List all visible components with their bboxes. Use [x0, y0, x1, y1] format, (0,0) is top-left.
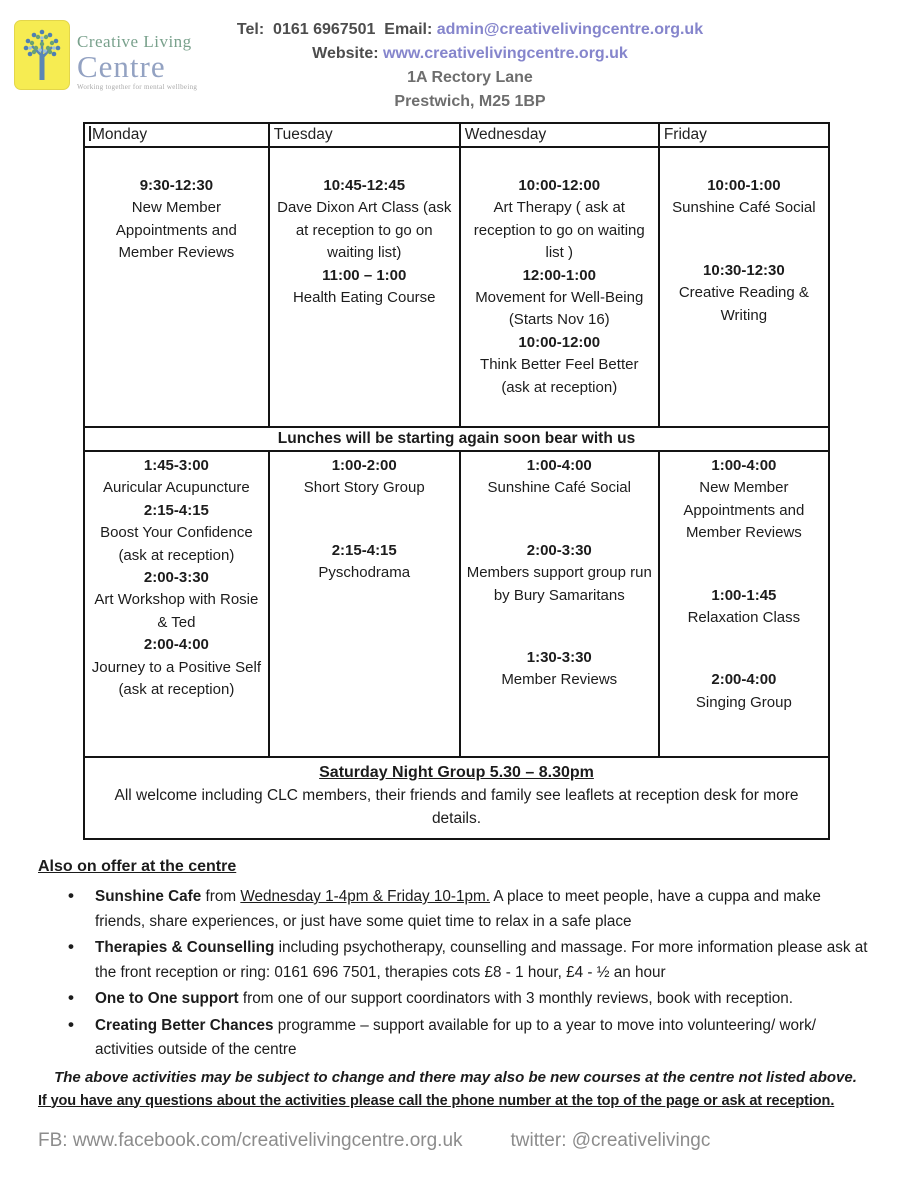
logo-line1: Creative Living	[77, 32, 192, 51]
weekly-schedule-table	[83, 122, 830, 840]
saturday-text: All welcome including CLC members, their friends and family see leaflets at reception desk for more details.	[114, 787, 799, 827]
offer-item	[38, 936, 873, 985]
text-segment: including psychotherapy, counselling and massage. For more information please ask at the front reception or ring: 0161 696 7501, therapies cots £8 - 1 hour, £4 - ½ an hour	[95, 939, 868, 981]
tel-number: 0161 6967501	[273, 21, 376, 38]
activity-time: 1:30-3:30	[526, 649, 592, 667]
saturday-title: Saturday Night Group 5.30 – 8.30pm	[319, 764, 594, 781]
text-segment: A place to meet people, have a cuppa and make friends, share experiences, or just have some quiet time to relax in a safe place	[95, 888, 821, 930]
offer-text	[95, 888, 821, 930]
offer-item	[38, 987, 873, 1012]
activity-time: 10:00-12:00	[518, 333, 601, 351]
activity-name: Auricular Acupuncture	[103, 479, 250, 497]
text-segment: Sunshine Cafe	[95, 888, 202, 905]
contact-line-tel-email	[190, 18, 750, 42]
website-label: Website:	[312, 45, 379, 62]
activity	[665, 175, 823, 220]
schedule-cell-friday	[658, 148, 828, 428]
schedule-cell-tuesday	[268, 148, 459, 428]
activity	[665, 455, 823, 545]
contact-block	[190, 18, 750, 114]
activity-time: 1:00-4:00	[526, 457, 592, 474]
activity-name: Short Story Group	[303, 479, 425, 497]
activity	[275, 455, 454, 500]
activity-time: 2:00-4:00	[711, 671, 777, 689]
activity-name: Journey to a Positive Self (ask at reception)	[91, 658, 262, 699]
day-header-wednesday	[459, 124, 658, 148]
offers-list	[38, 885, 873, 1063]
activity	[275, 265, 454, 310]
activity-time: 1:45-3:00	[143, 457, 209, 474]
activity-name: Sunshine Café Social	[487, 479, 631, 497]
schedule-afternoon-row	[85, 452, 828, 758]
activity-name: Art Workshop with Rosie & Ted	[94, 591, 259, 631]
text-segment: from	[201, 888, 241, 905]
activity-time: 1:00-4:00	[711, 457, 777, 474]
text-segment: programme – support available for up to a year to move into volunteering/ work/ activities outside of the centre	[95, 1016, 816, 1058]
schedule-cell-monday	[85, 452, 268, 758]
activity	[275, 175, 454, 265]
activity-time: 2:00-3:30	[526, 541, 592, 559]
activity-time: 10:00-12:00	[518, 177, 601, 194]
offer-item	[38, 1014, 873, 1063]
activity	[275, 540, 454, 585]
activity-name: Dave Dixon Art Class (ask at reception to go on waiting list)	[277, 199, 452, 262]
activity-time: 2:15-4:15	[331, 541, 397, 559]
bullet-icon: •	[68, 886, 74, 905]
email-link[interactable]: admin@creativelivingcentre.org.uk	[436, 21, 704, 38]
text-segment: Wednesday 1-4pm & Friday 10-1pm.	[240, 888, 491, 905]
clc-logo	[14, 20, 197, 91]
day-header-friday	[658, 124, 828, 148]
activity	[665, 669, 823, 714]
lunch-note-row: Lunches will be starting again soon bear with us	[85, 428, 828, 452]
activity-name: New Member Appointments and Member Reviews	[683, 479, 805, 542]
logo-tagline: Working together for mental wellbeing	[77, 83, 198, 92]
day-label: Monday	[92, 126, 148, 143]
tree-icon	[20, 24, 64, 86]
saturday-row	[85, 758, 828, 838]
schedule-morning-row	[85, 148, 828, 428]
offer-text	[95, 1017, 816, 1059]
activity-name: Pyschodrama	[318, 564, 411, 582]
activity-time: 10:45-12:45	[323, 177, 406, 194]
activity-name: Creative Reading & Writing	[678, 284, 809, 324]
activity	[466, 540, 653, 607]
text-cursor	[89, 126, 91, 141]
activity	[90, 634, 263, 701]
activity	[665, 260, 823, 327]
day-label: Wednesday	[464, 126, 547, 143]
schedule-cell-wednesday	[459, 452, 658, 758]
bullet-icon: •	[68, 988, 74, 1007]
activity-name: Relaxation Class	[687, 609, 801, 627]
logo-tree-badge	[14, 20, 70, 90]
cell-spacer	[665, 629, 823, 669]
cell-spacer	[275, 500, 454, 540]
activity-name: Art Therapy ( ask at reception to go on waiting list )	[473, 199, 645, 262]
activity	[665, 585, 823, 630]
schedule-cell-friday	[658, 452, 828, 758]
activity-name: Members support group run by Bury Samaritans	[466, 564, 652, 604]
cell-spacer	[466, 500, 653, 540]
activity-time: 10:00-1:00	[707, 177, 781, 194]
cell-spacer	[665, 545, 823, 585]
offers-heading: Also on offer at the centre	[38, 858, 237, 875]
activity	[90, 567, 263, 634]
activity	[466, 175, 653, 265]
day-label: Friday	[663, 126, 707, 143]
activity	[466, 265, 653, 332]
twitter-handle[interactable]: twitter: @creativelivingc	[510, 1130, 711, 1151]
text-segment: Creating Better Chances	[95, 1016, 274, 1034]
activity-name: Think Better Feel Better (ask at reception)	[480, 356, 639, 396]
activity-name: New Member Appointments and Member Reviews	[115, 199, 237, 262]
cell-spacer	[665, 220, 823, 260]
facebook-url[interactable]: FB: www.facebook.com/creativelivingcentre.org.uk	[38, 1130, 463, 1151]
activity-time: 2:00-4:00	[143, 636, 209, 654]
address-line2: Prestwich, M25 1BP	[394, 93, 546, 110]
activity-time: 9:30-12:30	[139, 177, 214, 194]
logo-wordmark	[77, 20, 197, 91]
schedule-cell-tuesday	[268, 452, 459, 758]
activity-time: 1:00-2:00	[331, 457, 397, 474]
website-link[interactable]: www.creativelivingcentre.org.uk	[383, 45, 628, 62]
activity-time: 1:00-1:45	[711, 586, 777, 604]
offer-text	[95, 939, 868, 981]
activity-time: 10:30-12:30	[703, 261, 785, 279]
activity-time: 2:00-3:30	[143, 569, 209, 587]
contact-line-website	[190, 42, 750, 66]
offer-item	[38, 885, 873, 934]
activity-time: 12:00-1:00	[522, 266, 596, 284]
activity-name: Member Reviews	[501, 671, 618, 689]
day-header-monday	[85, 124, 268, 148]
activity-name: Singing Group	[695, 693, 792, 711]
schedule-day-header-row	[85, 124, 828, 148]
schedule-cell-monday	[85, 148, 268, 428]
text-segment: from one of our support coordinators with 3 monthly reviews, book with reception.	[238, 990, 793, 1007]
activity-time: 2:15-4:15	[143, 501, 209, 519]
activity	[90, 500, 263, 567]
text-segment: Therapies & Counselling	[95, 939, 275, 956]
activity	[466, 332, 653, 399]
offers-section	[38, 858, 873, 1109]
activity-name: Boost Your Confidence (ask at reception)	[100, 524, 253, 564]
offer-text	[95, 990, 793, 1007]
day-label: Tuesday	[273, 126, 333, 143]
activity-name: Health Eating Course	[292, 289, 436, 307]
address-line1: 1A Rectory Lane	[407, 69, 533, 86]
activity-name: Sunshine Café Social	[672, 199, 816, 217]
logo-line2: Centre	[77, 49, 166, 84]
activities-change-note: The above activities may be subject to change and there may also be new courses at the centre not listed above.	[54, 1068, 857, 1086]
day-header-tuesday	[268, 124, 459, 148]
activity	[466, 455, 653, 500]
activity	[90, 455, 263, 500]
email-label: Email:	[384, 21, 433, 38]
activity	[466, 647, 653, 692]
cell-spacer	[466, 607, 653, 647]
activity-name: Movement for Well-Being (Starts Nov 16)	[475, 289, 644, 329]
text-segment: One to One support	[95, 990, 239, 1007]
schedule-cell-wednesday	[459, 148, 658, 428]
bullet-icon: •	[68, 1014, 74, 1034]
social-footer	[38, 1130, 868, 1152]
bullet-icon: •	[68, 937, 74, 956]
questions-note: If you have any questions about the activities please call the phone number at the top of the page or ask at reception.	[38, 1092, 835, 1109]
activity	[90, 175, 263, 265]
tel-label: Tel:	[236, 21, 265, 38]
activity-time: 11:00 – 1:00	[322, 266, 407, 284]
